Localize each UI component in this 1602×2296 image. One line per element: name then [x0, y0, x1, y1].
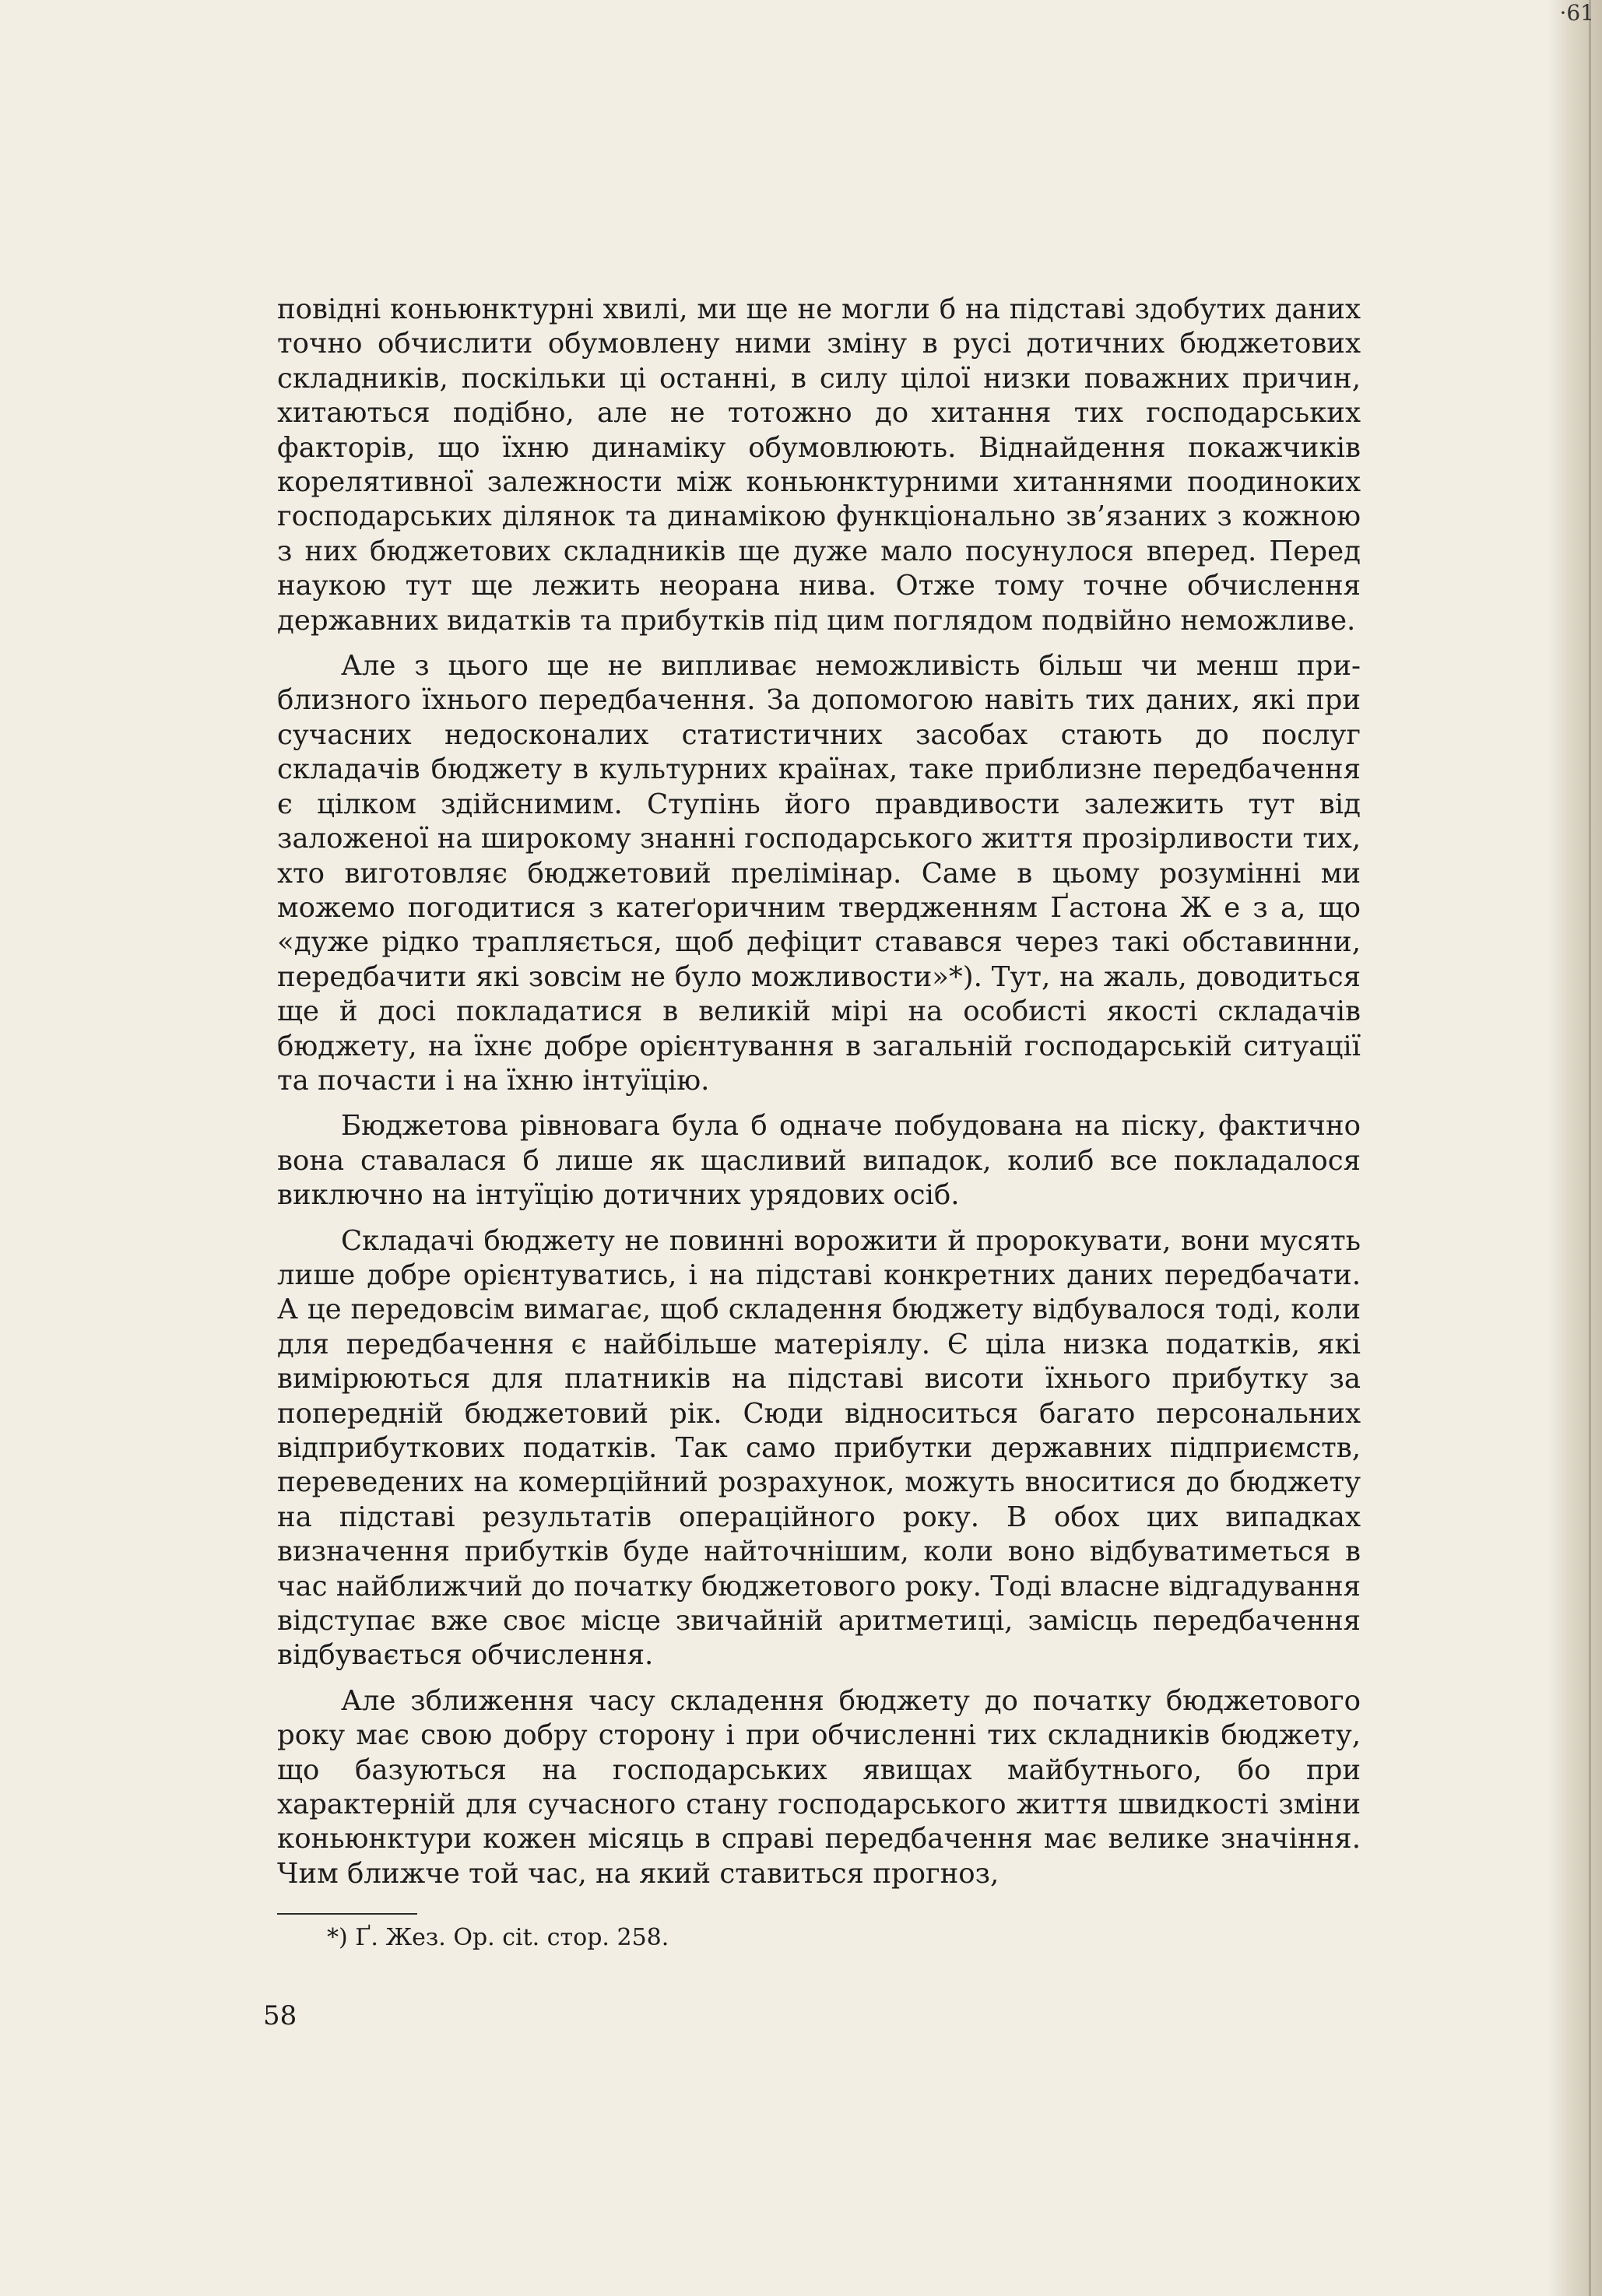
corner-mark: ·61 — [1559, 0, 1594, 26]
page-edge-line — [1589, 0, 1591, 2296]
body-text — [277, 293, 1361, 1902]
footnote-divider — [277, 1913, 417, 1915]
footnote: *) Ґ. Жез. Op. cit. стор. 258. — [327, 1924, 669, 1951]
paragraph-4: Складачі бюджету не повинні ворожити й пророкувати, вони мусять лише добре орієнтуватись, і на підставі конкретних даних передбачати. А це передовсім вимагає, щоб складення бюджету відбувалося тоді, коли для передбачення є найбільше матеріялу. Є ціла низка податків, які вимірюються для платників на підставі висоти їхнього прибутку за попередній бюджетовий рік. Сюди відноситься багато персональних відприбуткових податків. Так само прибутки державних підприємств, переведених на комерційний розрахунок, можуть вноситися до бюджету на підставі результатів операційного року. В обох цих випадках визначення прибутків буде найточнішим, коли воно відбуватиметься в час найближчий до початку бюджетового року. Тоді власне відгадування відступає вже своє місце звичайній аритметиці, замісць передбачення відбувається обчислення. — [277, 1224, 1361, 1672]
paragraph-2: Але з цього ще не випливає неможливість більш чи менш приблизного їхнього передбачення. За допомогою навіть тих даних, які при сучасних недосконалих статистичних засобах стають до послуг складачів бюджету в культурних країнах, таке приблизне передбачення є цілком здійснимим. Ступінь його правдивости залежить тут від заложеної на широкому знанні господарського життя прозірливости тих, хто виготовляє бюджетовий прелімінар. Саме в цьому розумінні ми можемо погодитися з катеґоричним твердженням Ґастона Ж е з а, що «дуже рідко трапляється, щоб дефіцит ставався через такі обставинни, передбачити які зовсім не було можливости»*). Тут, на жаль, доводиться ще й досі покладатися в великій мірі на особисті якості складачів бюджету, на їхнє добре орієнтування в загальній господарській ситуації та почасти і на їхню інтуїцію. — [277, 650, 1361, 1097]
paragraph-3: Бюджетова рівновага була б одначе побудована на піску, фактично вона ставалася б лише як щасливий випадок, колиб все покладалося виключно на інтуїцію дотичних урядових осіб. — [277, 1110, 1361, 1212]
paragraph-5: Але зближення часу складення бюджету до початку бюджетового року має свою добру сторону і при обчисленні тих складників бюджету, що базуються на господарських явищах майбутнього, бо при характерній для сучасного стану господарського життя швидкості зміни коньюнктури кожен місяць в справі передбачення має велике значіння. Чим ближче той час, на який ставиться прогноз, — [277, 1684, 1361, 1890]
page-edge-shadow — [1548, 0, 1602, 2296]
page-number: 58 — [263, 2000, 297, 2031]
paragraph-1: повідні коньюнктурні хвилі, ми ще не могли б на підставі здобутих даних точно обчислити обумовлену ними зміну в русі дотичних бюджетових складників, поскільки ці останні, в силу цілої низки поважних причин, хитаються подібно, але не тотожно до хитання тих господарських факторів, що їхню динаміку обумовлюють. Віднайдення покажчиків корелятивної залежности між коньюнктурними хитаннями поодиноких господарських ділянок та динамікою функціонально зв’язаних з кожною з них бюджетових складників ще дуже мало посунулося вперед. Перед наукою тут ще лежить неорана нива. Отже тому точне обчислення державних видатків та прибутків під цим поглядом подвійно неможливе. — [277, 293, 1361, 637]
